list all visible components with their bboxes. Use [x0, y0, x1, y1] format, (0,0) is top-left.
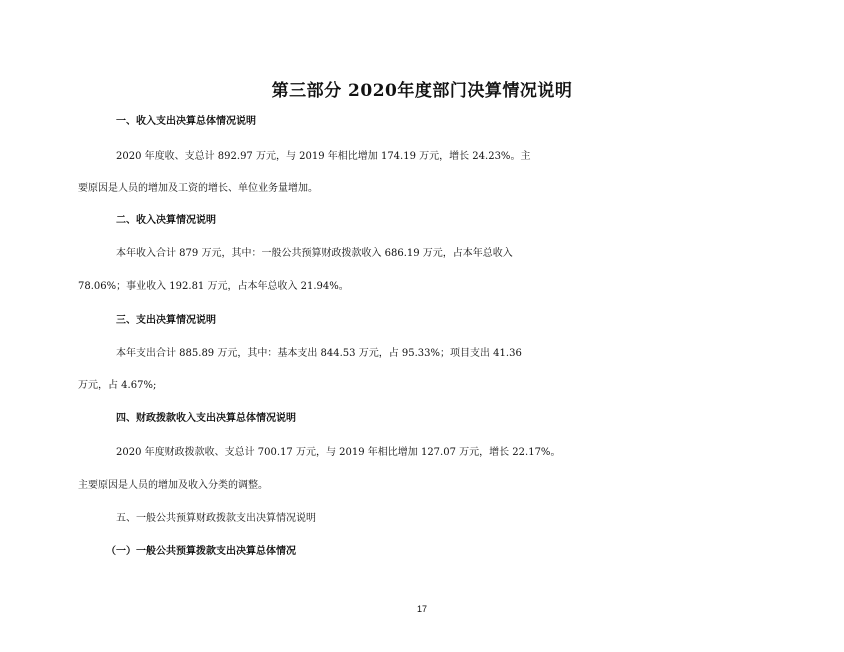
- subsection-heading: （一）一般公共预算拨款支出决算总体情况: [106, 546, 296, 557]
- section-2-heading: 二、收入决算情况说明: [116, 215, 216, 226]
- section-3-body-line-1: 本年支出合计 885.89 万元，其中：基本支出 844.53 万元，占 95.33%；项目支出 41.36: [116, 348, 522, 359]
- section-3-body-line-2: 万元，占 4.67%;: [78, 380, 157, 391]
- section-4-heading: 四、财政拨款收入支出决算总体情况说明: [116, 413, 296, 424]
- section-3-heading: 三、支出决算情况说明: [116, 315, 216, 326]
- section-4-body-line-1: 2020 年度财政拨款收、支总计 700.17 万元，与 2019 年相比增加 127.07 万元，增长 22.17%。: [116, 447, 561, 458]
- section-1-body-line-2: 要原因是人员的增加及工资的增长、单位业务量增加。: [78, 183, 318, 194]
- section-1-body-line-1: 2020 年度收、支总计 892.97 万元，与 2019 年相比增加 174.19 万元，增长 24.23%。主: [116, 151, 531, 162]
- page-number: 17: [416, 604, 427, 614]
- section-4-body-line-2: 主要原因是人员的增加及收入分类的调整。: [78, 480, 268, 491]
- page-title: 第三部分 2020年度部门决算情况说明: [271, 81, 573, 101]
- section-2-body-line-2: 78.06%；事业收入 192.81 万元，占本年总收入 21.94%。: [78, 281, 349, 292]
- section-2-body-line-1: 本年收入合计 879 万元，其中：一般公共预算财政拨款收入 686.19 万元，占本年总收入: [116, 248, 513, 259]
- section-1-heading: 一、收入支出决算总体情况说明: [116, 116, 256, 127]
- section-5-heading: 五、一般公共预算财政拨款支出决算情况说明: [116, 513, 316, 524]
